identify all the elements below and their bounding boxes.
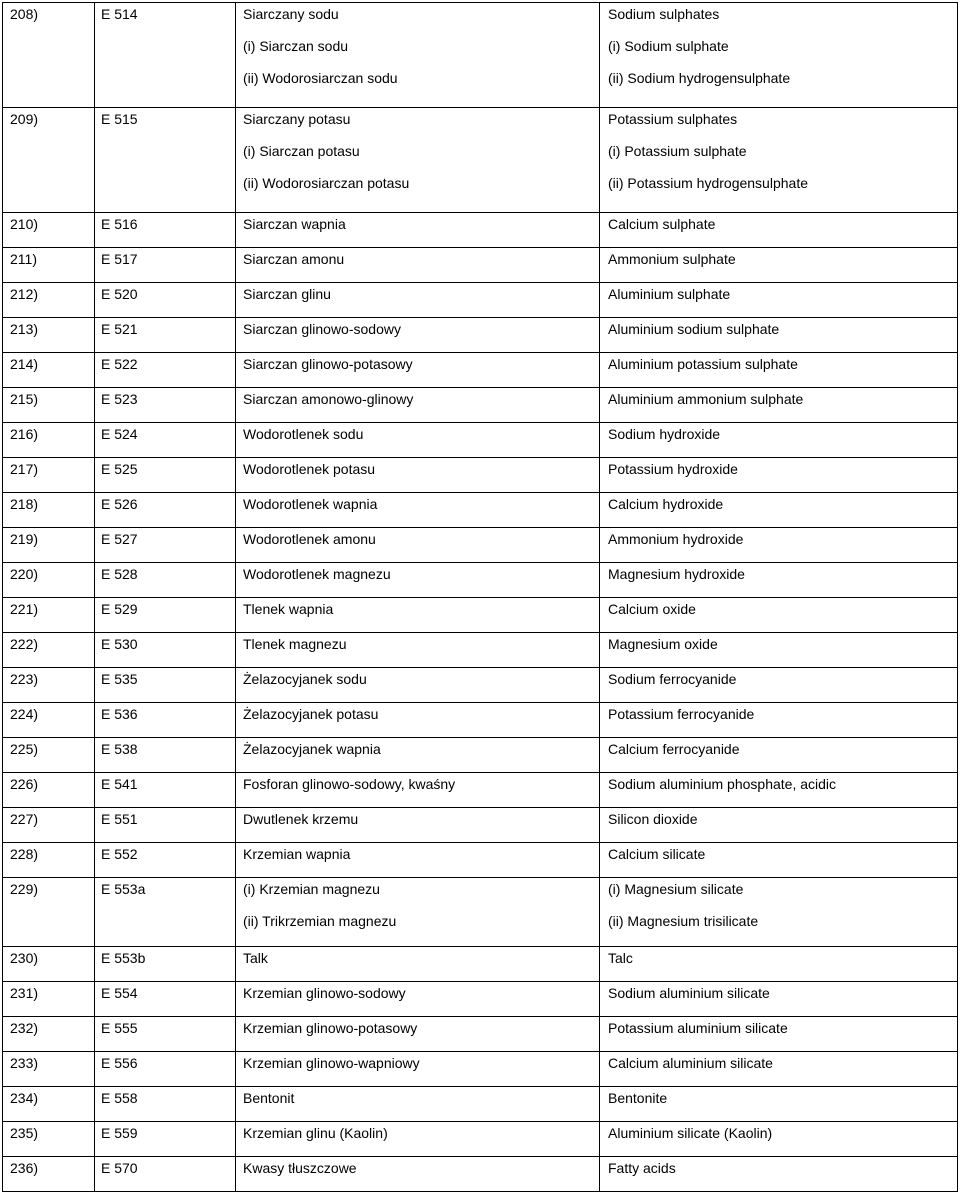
polish-name-line: Siarczan wapnia (243, 216, 346, 232)
english-name (600, 808, 958, 843)
e-number-text: E 552 (101, 846, 138, 862)
e-number (95, 528, 236, 563)
english-name (600, 108, 958, 213)
e-number-text: E 541 (101, 776, 138, 792)
table-row (3, 703, 958, 738)
entry-number-text: 219) (10, 531, 39, 547)
e-number-text: E 527 (101, 531, 138, 547)
entry-number (3, 283, 95, 318)
polish-name-line: (i) Krzemian magnezu (243, 881, 380, 897)
polish-name (236, 213, 600, 248)
e-number (95, 213, 236, 248)
english-name (600, 843, 958, 878)
entry-number (3, 982, 95, 1017)
e-number-text: E 551 (101, 811, 138, 827)
table-row (3, 773, 958, 808)
e-number-text: E 536 (101, 706, 138, 722)
entry-number-text: 224) (10, 706, 39, 722)
english-name-line: Talc (608, 950, 633, 966)
entry-number (3, 1122, 95, 1157)
english-name (600, 423, 958, 458)
entry-number-text: 230) (10, 950, 39, 966)
table-row (3, 423, 958, 458)
entry-number-text: 227) (10, 811, 39, 827)
english-name (600, 1052, 958, 1087)
english-name-line: Aluminium silicate (Kaolin) (608, 1125, 773, 1141)
e-number (95, 738, 236, 773)
polish-name-line: Żelazocyjanek wapnia (243, 741, 381, 757)
e-number-text: E 556 (101, 1055, 138, 1071)
entry-number (3, 353, 95, 388)
polish-name (236, 248, 600, 283)
e-number (95, 283, 236, 318)
e-number (95, 1017, 236, 1052)
table-row (3, 3, 958, 108)
table-row (3, 1017, 958, 1052)
e-number-text: E 520 (101, 286, 138, 302)
entry-number (3, 947, 95, 982)
english-name-line: Calcium hydroxide (608, 496, 724, 512)
english-name-line: Magnesium hydroxide (608, 566, 745, 582)
table-row (3, 108, 958, 213)
entry-number-text: 228) (10, 846, 39, 862)
e-number-text: E 530 (101, 636, 138, 652)
polish-name-line: (ii) Wodorosiarczan sodu (243, 70, 398, 86)
table-row (3, 318, 958, 353)
english-name-line: (ii) Magnesium trisilicate (608, 913, 759, 929)
english-name (600, 248, 958, 283)
polish-name-line: Kwasy tłuszczowe (243, 1160, 357, 1176)
table-row (3, 808, 958, 843)
entry-number (3, 1017, 95, 1052)
polish-name (236, 738, 600, 773)
polish-name (236, 108, 600, 213)
english-name (600, 3, 958, 108)
entry-number-text: 226) (10, 776, 39, 792)
polish-name (236, 982, 600, 1017)
english-name (600, 528, 958, 563)
e-number-text: E 516 (101, 216, 138, 232)
entry-number (3, 668, 95, 703)
polish-name (236, 3, 600, 108)
entry-number (3, 108, 95, 213)
e-number-text: E 528 (101, 566, 138, 582)
e-number-text: E 529 (101, 601, 138, 617)
e-number-text: E 558 (101, 1090, 138, 1106)
e-number (95, 563, 236, 598)
e-number (95, 1157, 236, 1192)
e-number-text: E 553a (101, 881, 146, 897)
table-row (3, 1122, 958, 1157)
table-row (3, 1052, 958, 1087)
english-name-line: Sodium hydroxide (608, 426, 721, 442)
polish-name (236, 633, 600, 668)
e-number-text: E 570 (101, 1160, 138, 1176)
english-name-line: Aluminium ammonium sulphate (608, 391, 804, 407)
entry-number-text: 209) (10, 111, 39, 127)
english-name (600, 947, 958, 982)
entry-number (3, 598, 95, 633)
e-number (95, 878, 236, 947)
table-row (3, 982, 958, 1017)
entry-number (3, 878, 95, 947)
polish-name (236, 493, 600, 528)
polish-name-line: Wodorotlenek wapnia (243, 496, 378, 512)
english-name (600, 283, 958, 318)
entry-number-text: 236) (10, 1160, 39, 1176)
polish-name-line: Siarczany potasu (243, 111, 351, 127)
entry-number-text: 223) (10, 671, 39, 687)
polish-name-line: (ii) Wodorosiarczan potasu (243, 175, 410, 191)
entry-number (3, 563, 95, 598)
english-name (600, 318, 958, 353)
english-name (600, 388, 958, 423)
polish-name (236, 878, 600, 947)
polish-name-line: Wodorotlenek amonu (243, 531, 376, 547)
english-name (600, 982, 958, 1017)
entry-number-text: 218) (10, 496, 39, 512)
e-number-text: E 524 (101, 426, 138, 442)
entry-number-text: 225) (10, 741, 39, 757)
polish-name (236, 423, 600, 458)
entry-number-text: 221) (10, 601, 39, 617)
table-body (3, 3, 958, 1192)
e-number-text: E 521 (101, 321, 138, 337)
entry-number-text: 208) (10, 6, 39, 22)
polish-name (236, 1122, 600, 1157)
polish-name-line: (i) Siarczan sodu (243, 38, 349, 54)
entry-number (3, 528, 95, 563)
e-number (95, 1087, 236, 1122)
e-number-text: E 538 (101, 741, 138, 757)
table-row (3, 563, 958, 598)
entry-number-text: 233) (10, 1055, 39, 1071)
polish-name-line: (i) Siarczan potasu (243, 143, 360, 159)
e-number (95, 668, 236, 703)
english-name (600, 563, 958, 598)
english-name-line: Calcium silicate (608, 846, 706, 862)
polish-name (236, 668, 600, 703)
english-name (600, 738, 958, 773)
e-number (95, 1122, 236, 1157)
english-name-line: Sodium ferrocyanide (608, 671, 737, 687)
e-number (95, 633, 236, 668)
e-number (95, 458, 236, 493)
polish-name (236, 703, 600, 738)
entry-number (3, 773, 95, 808)
table-row (3, 493, 958, 528)
e-number-text: E 526 (101, 496, 138, 512)
entry-number-text: 211) (10, 251, 37, 267)
entry-number-text: 217) (10, 461, 39, 477)
table-row (3, 1087, 958, 1122)
entry-number (3, 633, 95, 668)
e-number-text: E 553b (101, 950, 146, 966)
english-name-line: Sodium sulphates (608, 6, 720, 22)
entry-number (3, 843, 95, 878)
entry-number-text: 229) (10, 881, 39, 897)
english-name-line: (i) Potassium sulphate (608, 143, 747, 159)
english-name-line: Sodium aluminium phosphate, acidic (608, 776, 837, 792)
polish-name (236, 388, 600, 423)
english-name-line: Calcium ferrocyanide (608, 741, 740, 757)
table-row (3, 458, 958, 493)
e-number (95, 248, 236, 283)
english-name (600, 1087, 958, 1122)
english-name-line: Silicon dioxide (608, 811, 698, 827)
entry-number-text: 235) (10, 1125, 39, 1141)
english-name-line: Bentonite (608, 1090, 668, 1106)
english-name (600, 598, 958, 633)
polish-name-line: (ii) Trikrzemian magnezu (243, 913, 397, 929)
polish-name (236, 947, 600, 982)
polish-name-line: Wodorotlenek sodu (243, 426, 364, 442)
e-number (95, 982, 236, 1017)
e-number-text: E 525 (101, 461, 138, 477)
entry-number-text: 231) (10, 985, 39, 1001)
english-name-line: Ammonium sulphate (608, 251, 736, 267)
polish-name-line: Fosforan glinowo-sodowy, kwaśny (243, 776, 456, 792)
e-number (95, 353, 236, 388)
table-row (3, 528, 958, 563)
entry-number-text: 213) (10, 321, 39, 337)
english-name-line: (ii) Potassium hydrogensulphate (608, 175, 808, 191)
polish-name-line: Siarczany sodu (243, 6, 339, 22)
e-number (95, 947, 236, 982)
english-name (600, 1157, 958, 1192)
polish-name-line: Krzemian glinu (Kaolin) (243, 1125, 388, 1141)
polish-name-line: Tlenek magnezu (243, 636, 347, 652)
polish-name (236, 1052, 600, 1087)
english-name-line: Sodium aluminium silicate (608, 985, 770, 1001)
e-number-text: E 515 (101, 111, 138, 127)
polish-name (236, 1087, 600, 1122)
e-number (95, 108, 236, 213)
entry-number (3, 423, 95, 458)
english-name-line: Calcium sulphate (608, 216, 716, 232)
english-name-line: Fatty acids (608, 1160, 676, 1176)
english-name-line: Magnesium oxide (608, 636, 718, 652)
e-number-text: E 523 (101, 391, 138, 407)
e-number-text: E 559 (101, 1125, 138, 1141)
english-name-line: (i) Sodium sulphate (608, 38, 729, 54)
entry-number-text: 216) (10, 426, 39, 442)
table-row (3, 633, 958, 668)
entry-number (3, 213, 95, 248)
table-row (3, 283, 958, 318)
english-name-line: Calcium aluminium silicate (608, 1055, 773, 1071)
polish-name-line: Wodorotlenek magnezu (243, 566, 391, 582)
english-name-line: Potassium ferrocyanide (608, 706, 755, 722)
polish-name (236, 563, 600, 598)
e-number (95, 493, 236, 528)
table-row (3, 353, 958, 388)
polish-name-line: Żelazocyjanek sodu (243, 671, 367, 687)
polish-name (236, 458, 600, 493)
polish-name (236, 528, 600, 563)
english-name (600, 633, 958, 668)
entry-number (3, 493, 95, 528)
table-row (3, 598, 958, 633)
table-row (3, 947, 958, 982)
entry-number-text: 215) (10, 391, 39, 407)
english-name (600, 1122, 958, 1157)
polish-name-line: Siarczan glinowo-sodowy (243, 321, 401, 337)
polish-name-line: Krzemian glinowo-sodowy (243, 985, 406, 1001)
e-number (95, 773, 236, 808)
polish-name-line: Siarczan amonu (243, 251, 345, 267)
english-name-line: Potassium sulphates (608, 111, 738, 127)
polish-name-line: Talk (243, 950, 268, 966)
polish-name-line: Krzemian glinowo-potasowy (243, 1020, 418, 1036)
entry-number (3, 738, 95, 773)
english-name (600, 703, 958, 738)
entry-number-text: 220) (10, 566, 39, 582)
english-name (600, 458, 958, 493)
english-name-line: Potassium aluminium silicate (608, 1020, 788, 1036)
table-row (3, 843, 958, 878)
entry-number-text: 214) (10, 356, 39, 372)
english-name-line: (ii) Sodium hydrogensulphate (608, 70, 791, 86)
e-number (95, 598, 236, 633)
english-name (600, 1017, 958, 1052)
english-name-line: Ammonium hydroxide (608, 531, 744, 547)
table-row (3, 388, 958, 423)
polish-name (236, 318, 600, 353)
polish-name (236, 1157, 600, 1192)
english-name (600, 493, 958, 528)
entry-number-text: 222) (10, 636, 39, 652)
e-number (95, 1052, 236, 1087)
table-row (3, 738, 958, 773)
e-number-text: E 535 (101, 671, 138, 687)
e-number (95, 318, 236, 353)
entry-number (3, 1087, 95, 1122)
english-name-line: Aluminium potassium sulphate (608, 356, 798, 372)
e-number-text: E 554 (101, 985, 138, 1001)
english-name-line: Aluminium sodium sulphate (608, 321, 780, 337)
entry-number (3, 318, 95, 353)
polish-name-line: Krzemian glinowo-wapniowy (243, 1055, 420, 1071)
entry-number (3, 388, 95, 423)
polish-name (236, 808, 600, 843)
polish-name-line: Żelazocyjanek potasu (243, 706, 379, 722)
polish-name (236, 773, 600, 808)
e-number-text: E 522 (101, 356, 138, 372)
table-row (3, 248, 958, 283)
e-number-text: E 555 (101, 1020, 138, 1036)
english-name-line: (i) Magnesium silicate (608, 881, 744, 897)
polish-name-line: Bentonit (243, 1090, 295, 1106)
e-number (95, 808, 236, 843)
e-number-text: E 517 (101, 251, 138, 267)
english-name (600, 353, 958, 388)
polish-name-line: Wodorotlenek potasu (243, 461, 376, 477)
english-name-line: Aluminium sulphate (608, 286, 731, 302)
polish-name-line: Siarczan glinowo-potasowy (243, 356, 413, 372)
table-row (3, 213, 958, 248)
table-row (3, 668, 958, 703)
polish-name (236, 283, 600, 318)
english-name (600, 213, 958, 248)
additives-table (2, 2, 958, 1192)
entry-number (3, 3, 95, 108)
table-row (3, 1157, 958, 1192)
entry-number (3, 1157, 95, 1192)
polish-name-line: Siarczan amonowo-glinowy (243, 391, 414, 407)
polish-name-line: Tlenek wapnia (243, 601, 334, 617)
e-number (95, 388, 236, 423)
english-name (600, 773, 958, 808)
entry-number (3, 248, 95, 283)
polish-name (236, 353, 600, 388)
entry-number (3, 458, 95, 493)
entry-number-text: 232) (10, 1020, 39, 1036)
polish-name-line: Siarczan glinu (243, 286, 331, 302)
polish-name (236, 1017, 600, 1052)
entry-number-text: 234) (10, 1090, 39, 1106)
e-number (95, 3, 236, 108)
english-name-line: Calcium oxide (608, 601, 696, 617)
entry-number-text: 210) (10, 216, 39, 232)
entry-number (3, 1052, 95, 1087)
english-name (600, 668, 958, 703)
polish-name (236, 598, 600, 633)
table-row (3, 878, 958, 947)
entry-number (3, 808, 95, 843)
entry-number-text: 212) (10, 286, 39, 302)
polish-name-line: Krzemian wapnia (243, 846, 351, 862)
polish-name (236, 843, 600, 878)
english-name-line: Potassium hydroxide (608, 461, 738, 477)
e-number (95, 423, 236, 458)
english-name (600, 878, 958, 947)
e-number (95, 703, 236, 738)
entry-number (3, 703, 95, 738)
e-number (95, 843, 236, 878)
e-number-text: E 514 (101, 6, 138, 22)
polish-name-line: Dwutlenek krzemu (243, 811, 359, 827)
